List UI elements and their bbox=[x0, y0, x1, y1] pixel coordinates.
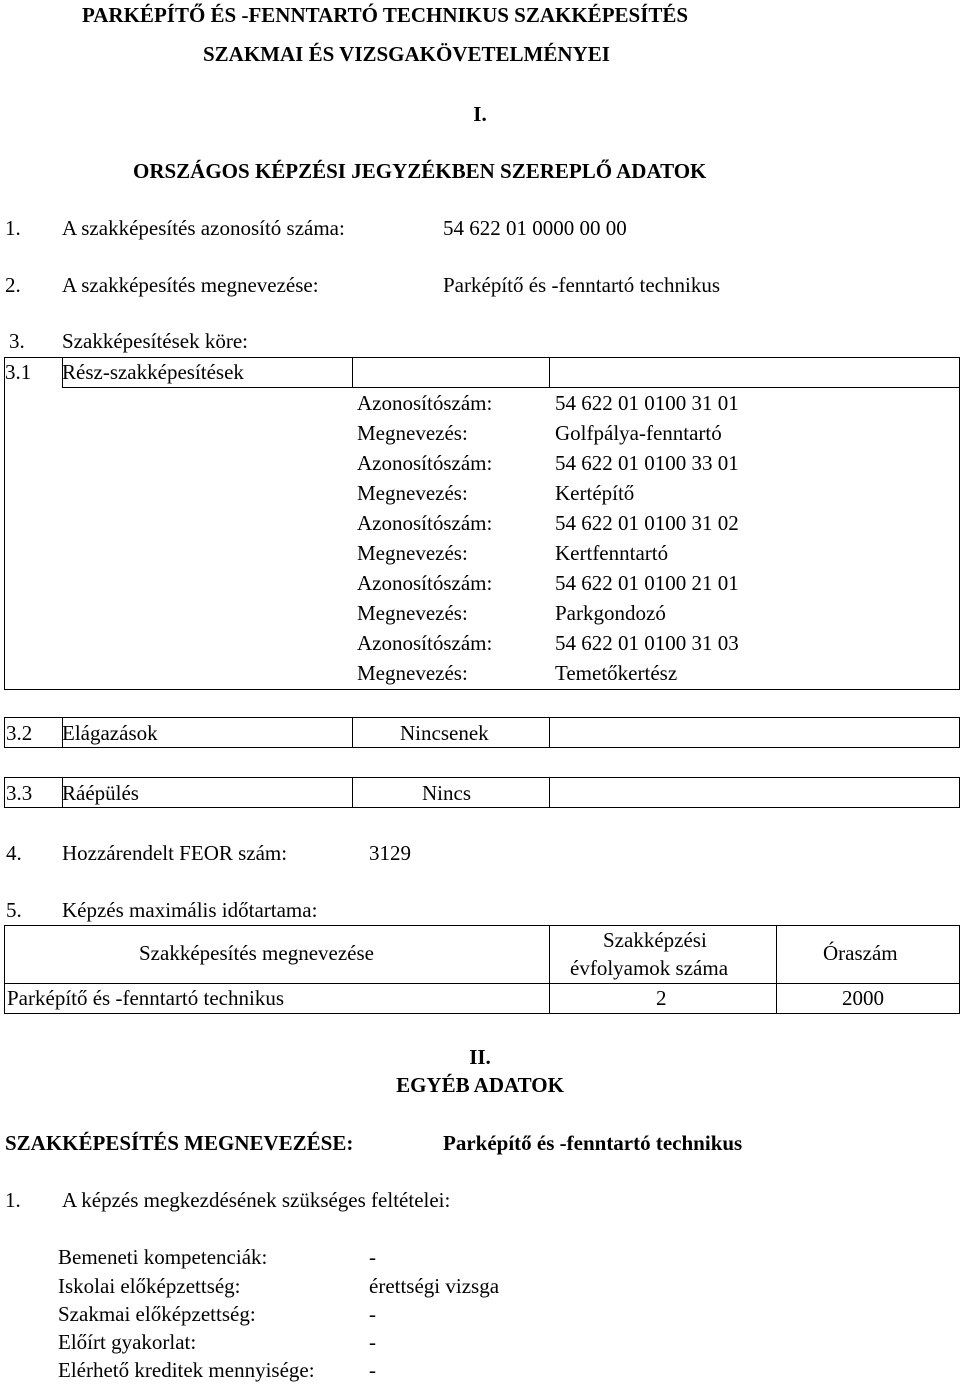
item-3-number: 3. bbox=[9, 329, 25, 353]
table-33-col-divider-2 bbox=[352, 777, 353, 808]
condition-value: érettségi vizsga bbox=[369, 1274, 500, 1298]
table-33-left-border bbox=[4, 777, 5, 808]
table-31-bottom-border bbox=[4, 689, 960, 690]
item-1-value: 54 622 01 0000 00 00 bbox=[443, 216, 627, 240]
sub-qualification-label: Megnevezés: bbox=[357, 481, 468, 505]
section-31-title: Rész-szakképesítések bbox=[62, 360, 244, 384]
sub-qualification-value: 54 622 01 0100 33 01 bbox=[555, 451, 739, 475]
part-one-title: ORSZÁGOS KÉPZÉSI JEGYZÉKBEN SZEREPLŐ ADATOK bbox=[133, 159, 707, 183]
training-table-header-name: Szakképesítés megnevezése bbox=[139, 941, 374, 965]
sub-qualification-value: Kertfenntartó bbox=[555, 541, 669, 565]
sub-qualification-value: 54 622 01 0100 31 03 bbox=[555, 631, 739, 655]
training-table-left-border bbox=[4, 925, 5, 1014]
training-table-col-divider-1 bbox=[549, 925, 550, 1014]
training-table-col-divider-2 bbox=[776, 925, 777, 1014]
item-1-label: A szakképesítés azonosító száma: bbox=[62, 216, 345, 240]
training-table-cell-name: Parképítő és -fenntartó technikus bbox=[7, 986, 284, 1010]
sub-qualification-value: 54 622 01 0100 31 01 bbox=[555, 391, 739, 415]
item-4-value: 3129 bbox=[369, 841, 411, 865]
document-title-line2: SZAKMAI ÉS VIZSGAKÖVETELMÉNYEI bbox=[203, 42, 610, 66]
item-4-label: Hozzárendelt FEOR szám: bbox=[62, 841, 288, 865]
table-33-top-border bbox=[4, 777, 960, 778]
training-table-cell-years: 2 bbox=[656, 986, 667, 1010]
item-5-label: Képzés maximális időtartama: bbox=[62, 898, 318, 922]
sub-qualification-value: Kertépítő bbox=[555, 481, 635, 505]
part-two-item-1-number: 1. bbox=[5, 1188, 21, 1212]
part-two-item-1-label: A képzés megkezdésének szükséges feltételei: bbox=[62, 1188, 451, 1212]
part-one-numeral: I. bbox=[473, 102, 487, 126]
table-32-col-divider-2 bbox=[352, 717, 353, 748]
sub-qualification-label: Megnevezés: bbox=[357, 541, 468, 565]
item-3-label: Szakképesítések köre: bbox=[62, 329, 249, 353]
section-33-label: Ráépülés bbox=[62, 781, 139, 805]
item-4-number: 4. bbox=[6, 841, 22, 865]
item-2-number: 2. bbox=[5, 273, 21, 297]
sub-qualification-value: Temetőkertész bbox=[555, 661, 678, 685]
sub-qualification-value: 54 622 01 0100 21 01 bbox=[555, 571, 739, 595]
sub-qualification-label: Azonosítószám: bbox=[357, 451, 493, 475]
table-32-col-divider-3 bbox=[549, 717, 550, 748]
sub-qualification-value: Parkgondozó bbox=[555, 601, 666, 625]
condition-label: Előírt gyakorlat: bbox=[58, 1330, 197, 1354]
condition-value: - bbox=[369, 1302, 376, 1326]
training-table-header-years-line1: Szakképzési bbox=[603, 928, 707, 952]
sub-qualification-label: Megnevezés: bbox=[357, 661, 468, 685]
table-32-bottom-border bbox=[4, 747, 960, 748]
table-31-top-border bbox=[4, 357, 960, 358]
sub-qualification-label: Azonosítószám: bbox=[357, 631, 493, 655]
condition-label: Elérhető kreditek mennyisége: bbox=[58, 1358, 315, 1382]
condition-label: Iskolai előképzettség: bbox=[58, 1274, 241, 1298]
condition-value: - bbox=[369, 1330, 376, 1354]
section-31-number: 3.1 bbox=[5, 360, 32, 384]
table-31-col-divider-2 bbox=[352, 357, 353, 388]
section-33-value: Nincs bbox=[422, 781, 471, 805]
section-33-number: 3.3 bbox=[6, 781, 33, 805]
training-table-top-border bbox=[4, 925, 960, 926]
training-table-header-divider bbox=[4, 983, 960, 984]
document-title-line1: PARKÉPÍTŐ ÉS -FENNTARTÓ TECHNIKUS SZAKKÉPESÍTÉS bbox=[82, 3, 689, 27]
sub-qualification-label: Azonosítószám: bbox=[357, 391, 493, 415]
table-33-col-divider-3 bbox=[549, 777, 550, 808]
sub-qualification-label: Azonosítószám: bbox=[357, 511, 493, 535]
condition-value: - bbox=[369, 1358, 376, 1382]
table-31-left-border bbox=[4, 357, 5, 690]
table-32-top-border bbox=[4, 717, 960, 718]
table-33-bottom-border bbox=[4, 807, 960, 808]
condition-label: Bemeneti kompetenciák: bbox=[58, 1245, 268, 1269]
sub-qualification-label: Megnevezés: bbox=[357, 601, 468, 625]
training-table-bottom-border bbox=[4, 1013, 960, 1014]
table-31-header-divider bbox=[62, 387, 960, 388]
training-table-header-hours: Óraszám bbox=[823, 941, 898, 965]
qualification-name-label: SZAKKÉPESÍTÉS MEGNEVEZÉSE: bbox=[5, 1131, 354, 1155]
item-1-number: 1. bbox=[5, 216, 21, 240]
item-2-label: A szakképesítés megnevezése: bbox=[62, 273, 319, 297]
table-32-left-border bbox=[4, 717, 5, 748]
section-32-number: 3.2 bbox=[6, 721, 33, 745]
sub-qualification-value: 54 622 01 0100 31 02 bbox=[555, 511, 739, 535]
section-32-label: Elágazások bbox=[62, 721, 158, 745]
training-table-cell-hours: 2000 bbox=[842, 986, 884, 1010]
sub-qualification-label: Megnevezés: bbox=[357, 421, 468, 445]
part-two-numeral: II. bbox=[469, 1045, 491, 1069]
part-two-title: EGYÉB ADATOK bbox=[396, 1073, 564, 1097]
qualification-name-value: Parképítő és -fenntartó technikus bbox=[443, 1131, 743, 1155]
sub-qualification-value: Golfpálya-fenntartó bbox=[555, 421, 722, 445]
condition-value: - bbox=[369, 1245, 376, 1269]
condition-label: Szakmai előképzettség: bbox=[58, 1302, 256, 1326]
item-2-value: Parképítő és -fenntartó technikus bbox=[443, 273, 720, 297]
section-32-value: Nincsenek bbox=[400, 721, 489, 745]
table-31-col-divider-3 bbox=[549, 357, 550, 388]
item-5-number: 5. bbox=[6, 898, 22, 922]
training-table-header-years-line2: évfolyamok száma bbox=[570, 956, 729, 980]
sub-qualification-label: Azonosítószám: bbox=[357, 571, 493, 595]
